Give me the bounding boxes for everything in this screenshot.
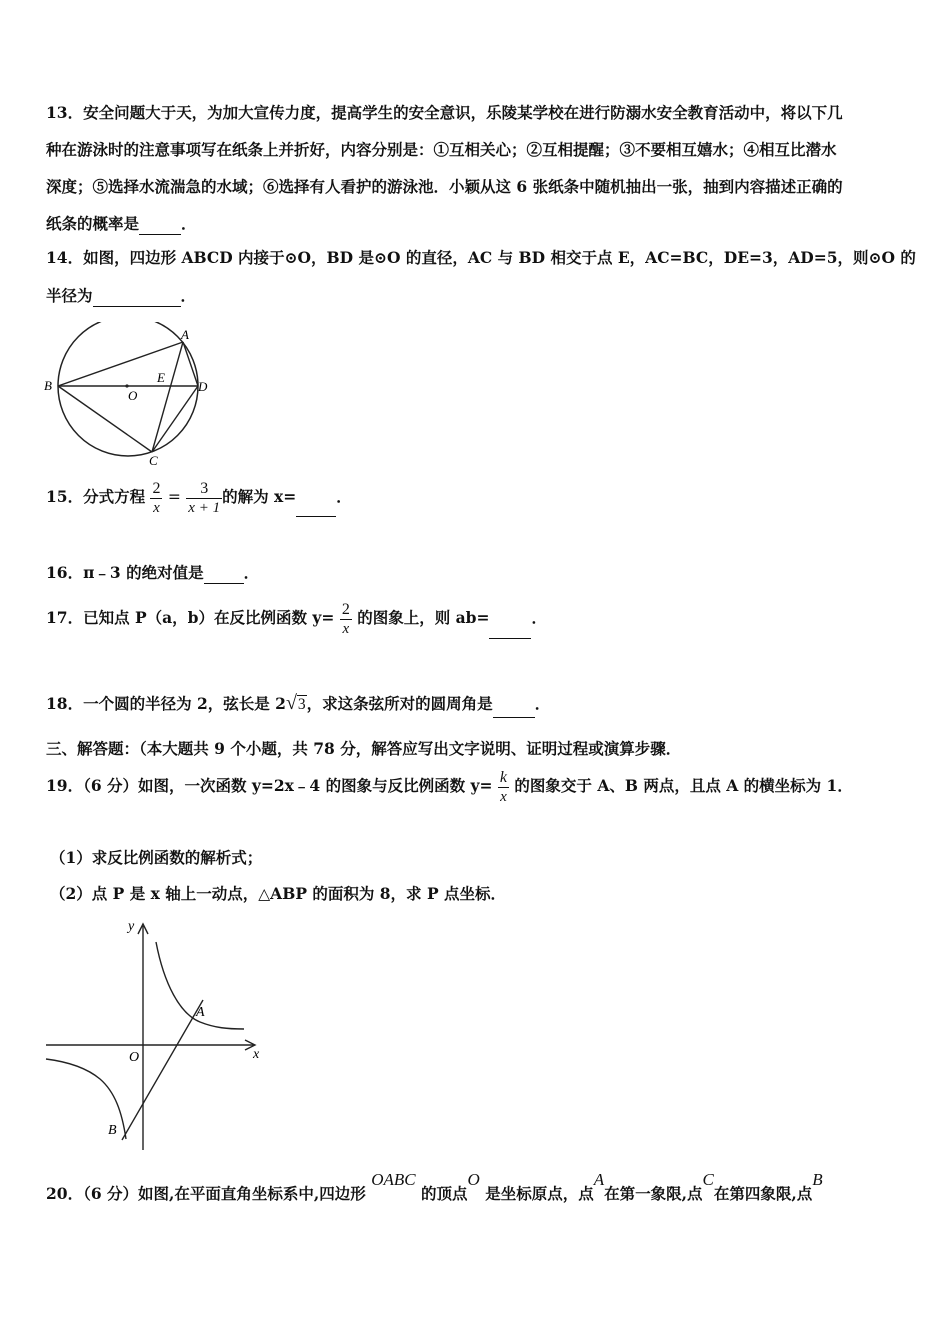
q20-line (46, 1170, 823, 1204)
q15-prefix: 15．分式方程 (46, 487, 146, 506)
q17-answer-blank[interactable] (489, 598, 531, 639)
label-a: A (181, 327, 189, 342)
q17-fraction (340, 601, 352, 638)
label-e: E (157, 370, 165, 385)
q18-prefix: 18．一个圆的半径为 2，弦长是 2 (46, 694, 286, 713)
label-y: y (128, 919, 135, 934)
label-o: O (129, 1050, 140, 1065)
q18-suffix: ，求这条弦所对的圆周角是 (306, 694, 493, 713)
q15-end: ． (336, 487, 352, 506)
q19-part-2: （2）点 P 是 x 轴上一动点，△ABP 的面积为 8，求 P 点坐标． (50, 884, 506, 903)
label-o: O (128, 388, 138, 403)
label-a: A (196, 1005, 205, 1020)
q18-end: ． (534, 694, 551, 713)
q20-math-c: C (702, 1170, 714, 1189)
q15-answer-blank[interactable] (296, 478, 336, 517)
label-x: x (253, 1047, 260, 1062)
q15-rhs-num: 3 (200, 479, 209, 497)
q15-suffix: 的解为 x= (222, 487, 297, 506)
q13-line-3: 深度；⑤选择水流湍急的水域；⑥选择有人看护的游泳池．小颖从这 6 张纸条中随机抽出一张，抽到内容描述正确的 (46, 177, 843, 196)
q17-end: ． (531, 608, 547, 627)
q20-part-4: 在第一象限,点 (604, 1184, 703, 1203)
label-c: C (149, 453, 158, 468)
q19-graph-figure (40, 914, 270, 1154)
q15-rhs-fraction (186, 480, 222, 517)
chord-ad (183, 342, 198, 386)
q19-suffix: 的图象交于 A、B 两点，且点 A 的横坐标为 1． (514, 776, 853, 795)
q19-fraction (498, 769, 509, 806)
q19-line (46, 764, 853, 808)
q15-equals: = (167, 488, 181, 506)
q20-part-3: 是坐标原点，点 (485, 1184, 594, 1203)
q14-answer-blank[interactable] (93, 286, 181, 307)
q13-line-1: 13．安全问题大于天，为加大宣传力度，提高学生的安全意识，乐陵某学校在进行防溺水安全教育活动中，将以下几 (46, 103, 843, 122)
q19-part-1: （1）求反比例函数的解析式； (50, 848, 263, 867)
q15-rhs-den: x + 1 (188, 499, 221, 516)
q17-den: x (340, 619, 352, 638)
q14-line-2 (46, 286, 196, 307)
linear-function-line (122, 1000, 203, 1140)
q16-prefix: 16．π﹣3 的绝对值是 (46, 563, 204, 582)
label-b: B (108, 1123, 117, 1138)
q15-lhs-den: x (150, 498, 162, 517)
sqrt-icon: √ (285, 692, 297, 714)
q16-line (46, 563, 259, 584)
q13-answer-blank[interactable] (139, 214, 181, 235)
q19-prefix: 19．（6 分）如图，一次函数 y=2x﹣4 的图象与反比例函数 y= (46, 776, 493, 795)
chord-bc (58, 386, 152, 452)
q20-part-1: 20．（6 分）如图,在平面直角坐标系中,四边形 (46, 1184, 366, 1203)
q17-num: 2 (341, 600, 350, 618)
q20-math-a: A (593, 1170, 605, 1189)
q13-line-4 (46, 214, 197, 235)
q14-prefix: 半径为 (46, 286, 93, 305)
q20-math-b: B (812, 1170, 823, 1189)
label-b: B (44, 378, 52, 393)
q18-answer-blank[interactable] (493, 691, 535, 718)
chord-cd (152, 386, 198, 452)
q19-num: k (499, 768, 508, 786)
q17-prefix: 17．已知点 P（a，b）在反比例函数 y= (46, 608, 335, 627)
q15-lhs-fraction (150, 480, 162, 517)
q17-suffix: 的图象上，则 ab= (357, 608, 490, 627)
q14-circle-figure (40, 322, 220, 472)
q14-end: ． (180, 286, 197, 305)
q20-math-o: O (467, 1170, 480, 1189)
q16-end: ． (243, 563, 260, 582)
q17-line (46, 598, 547, 639)
q18-radicand: 3 (297, 696, 306, 713)
q19-den: x (498, 787, 509, 806)
q14-line-1: 14．如图，四边形 ABCD 内接于⊙O，BD 是⊙O 的直径，AC 与 BD 相交于点 E，AC=BC，DE=3，AD=5，则⊙O 的 (46, 248, 916, 267)
q13-prefix: 纸条的概率是 (46, 214, 140, 233)
q13-end: ． (181, 214, 197, 233)
q15-lhs-num: 2 (152, 479, 161, 497)
q18-line (46, 690, 550, 718)
q20-part-5: 在第四象限,点 (713, 1184, 813, 1203)
label-d: D (198, 379, 208, 394)
q13-line-2: 种在游泳时的注意事项写在纸条上并折好，内容分别是：①互相关心；②互相提醒；③不要相互嬉水；④相互比潜水 (46, 140, 837, 159)
section-3-heading: 三、解答题：（本大题共 9 个小题，共 78 分，解答应写出文字说明、证明过程或演算步骤． (46, 739, 682, 758)
q16-answer-blank[interactable] (204, 563, 244, 584)
q20-part-2: 的顶点 (421, 1184, 468, 1203)
q15-line (46, 478, 352, 517)
q20-math-oabc: OABC (371, 1170, 416, 1189)
